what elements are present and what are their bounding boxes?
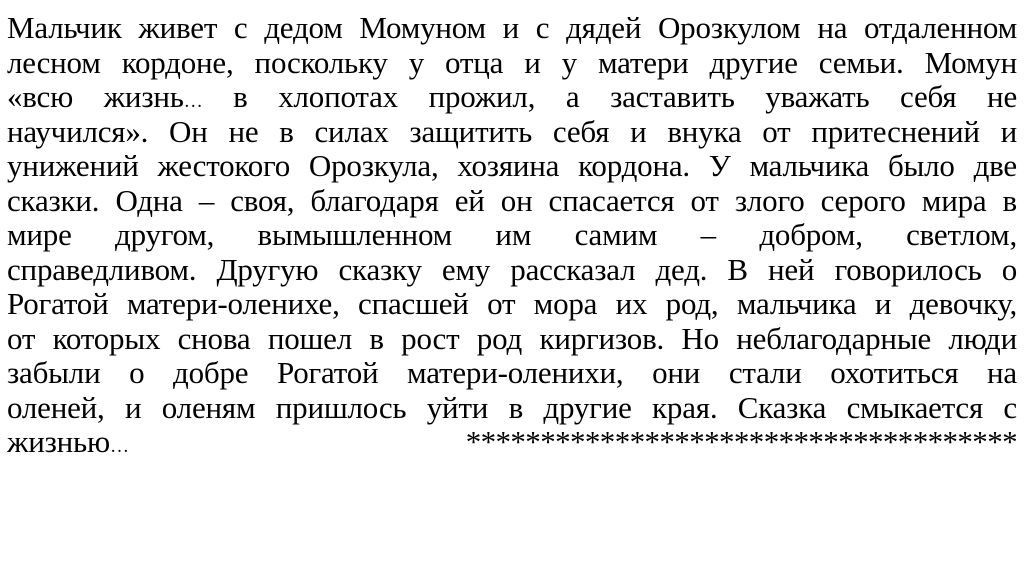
body-text xyxy=(7,11,1017,460)
last-line-text: жизнью… xyxy=(7,425,129,459)
text-line: «всю жизнь… в хлопотах прожил, а заставить уважать себя не xyxy=(7,80,1017,114)
text-line: лесном кордоне, поскольку у отца и у матери другие семьи. Момун xyxy=(7,45,1017,80)
text-line: оленей, и оленям пришлось уйти в другие края. Сказка смыкается с xyxy=(7,390,1017,425)
text-line: Рогатой матери-оленихе, спасшей от мора их род, мальчика и девочку, xyxy=(7,287,1017,321)
text-line: сказки. Одна – своя, благодаря ей он спасается от злого серого мира в xyxy=(7,183,1017,218)
text-line: справедливом. Другую сказку ему рассказал дед. В ней говорилось о xyxy=(7,252,1017,287)
last-line xyxy=(7,425,1017,460)
text-line: мире другом, вымышленном им самим – добром, светлом, xyxy=(7,218,1017,252)
separator-stars: ************************************* xyxy=(465,425,1017,459)
text-line: Мальчик живет с дедом Момуном и с дядей Орозкулом на отдаленном xyxy=(7,11,1017,45)
text-line: забыли о добре Рогатой матери-оленихи, они стали охотиться на xyxy=(7,356,1017,390)
text-line: научился». Он не в силах защитить себя и внука от притеснений и xyxy=(7,114,1017,149)
text-line: от которых снова пошел в рост род киргизов. Но неблагодарные люди xyxy=(7,321,1017,356)
text-line: унижений жестокого Орозкула, хозяина кордона. У мальчика было две xyxy=(7,149,1017,183)
